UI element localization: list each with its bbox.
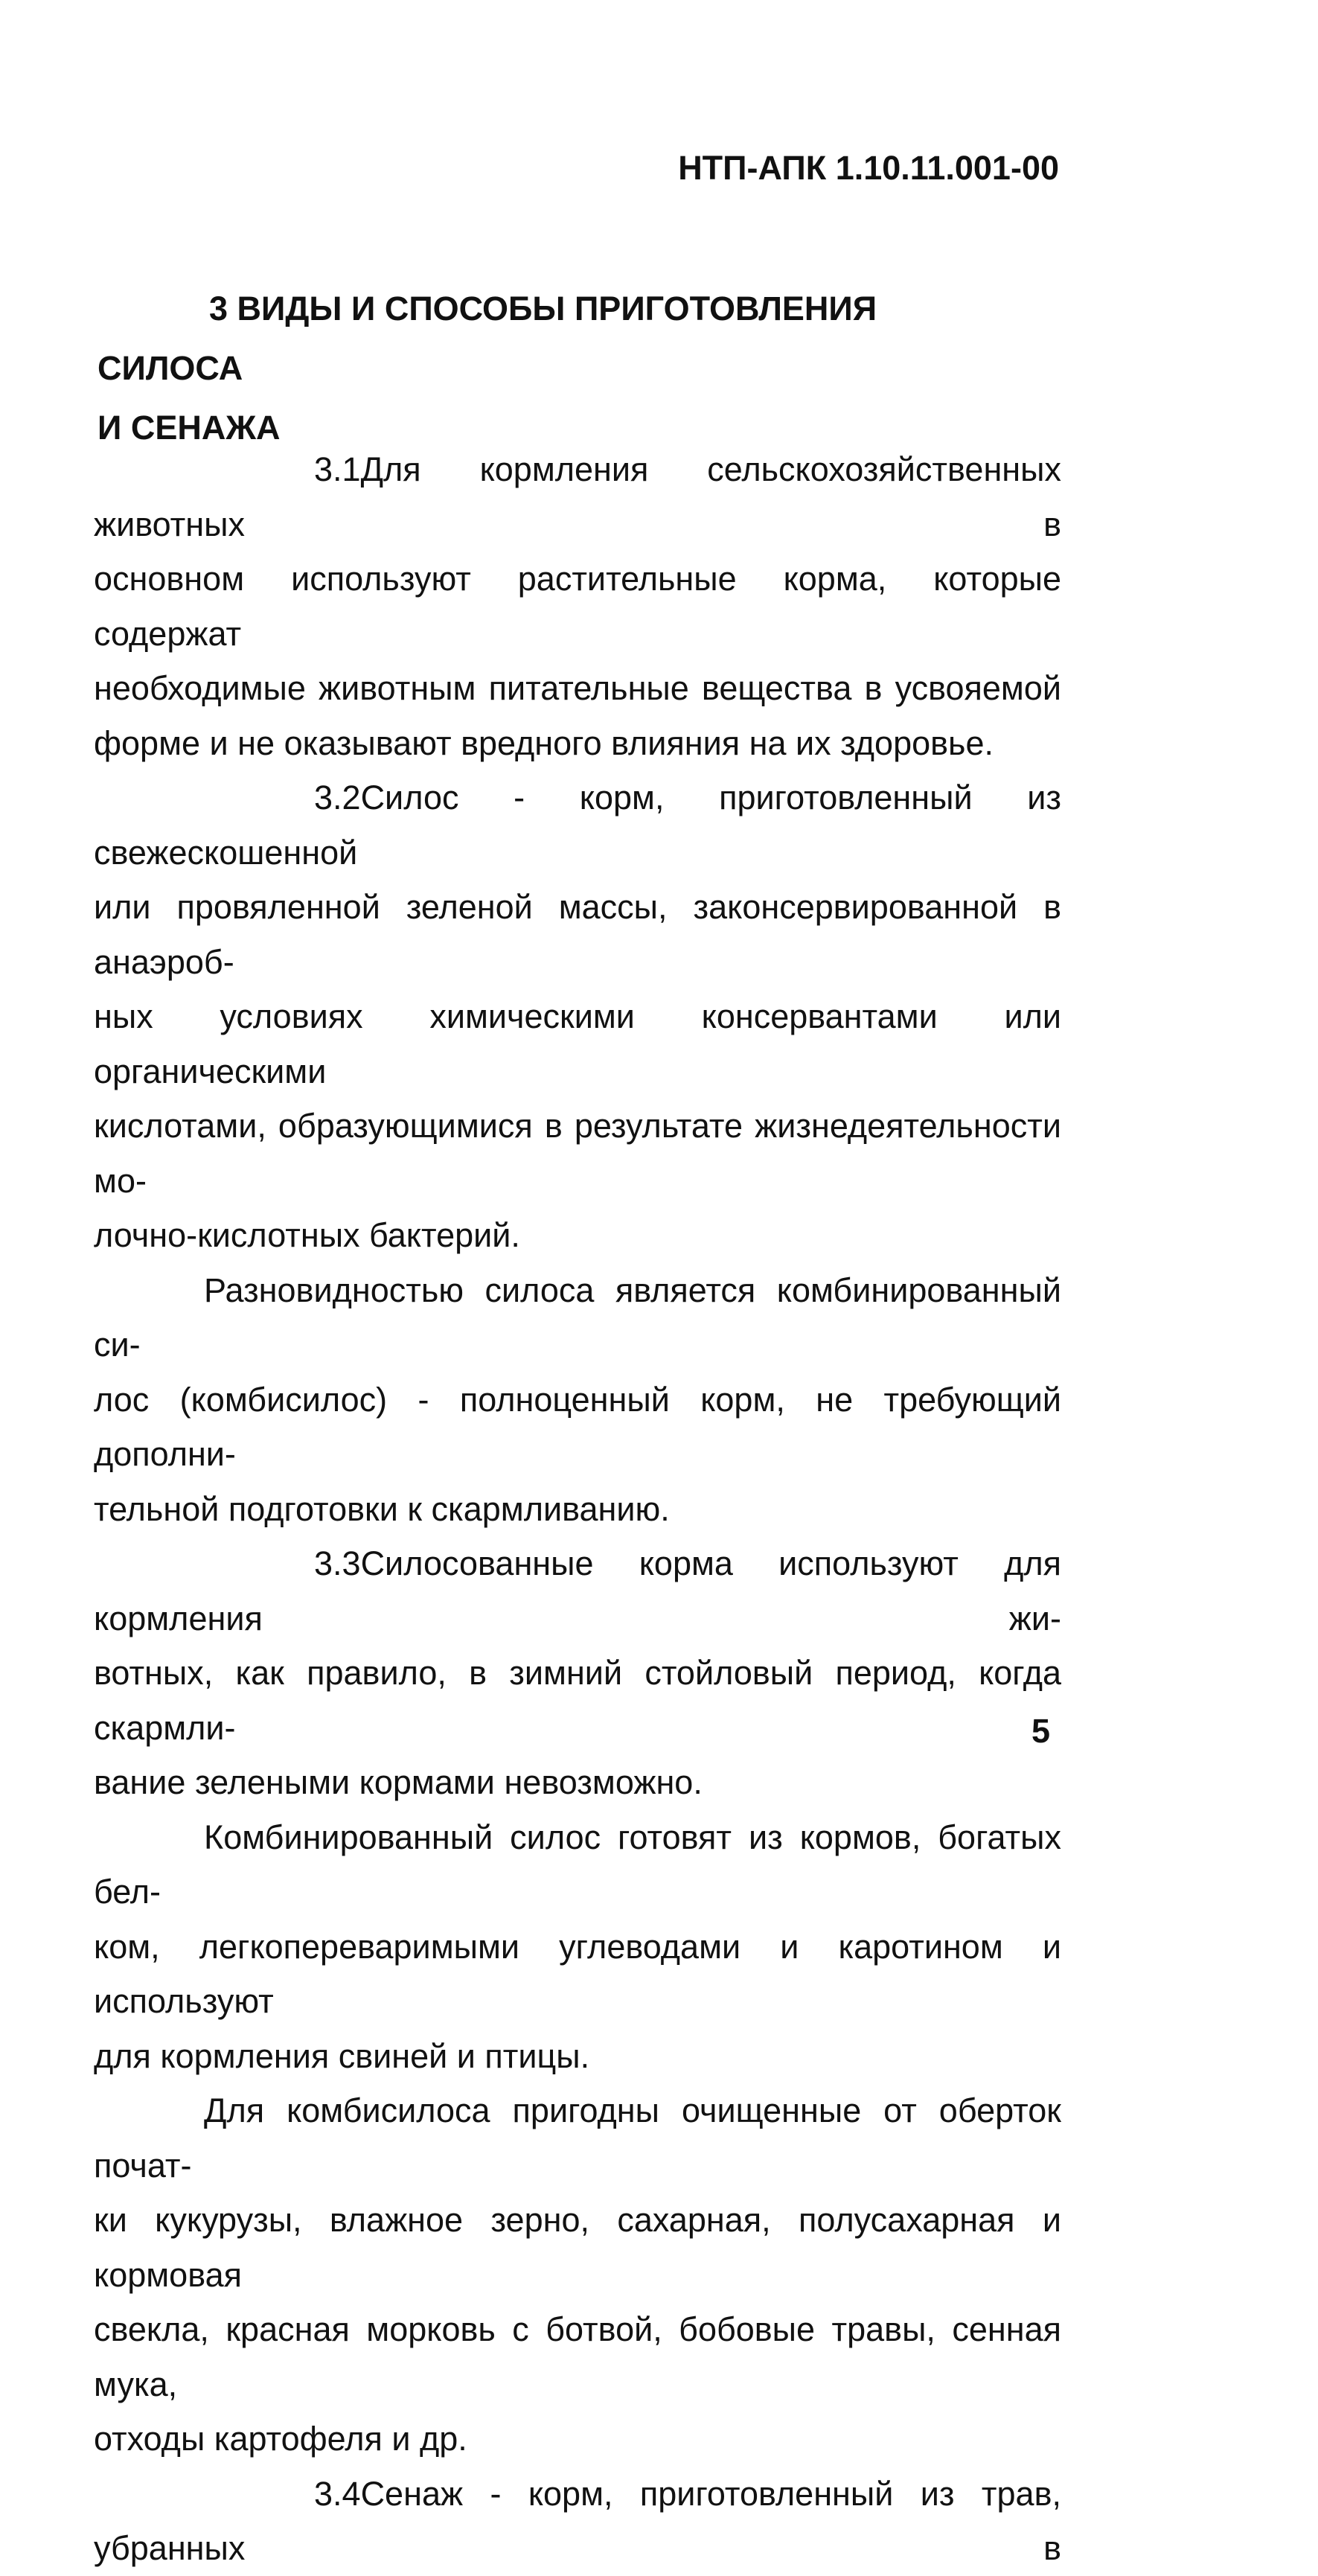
paragraph-suitable-line: Для комбисилоса пригодны очищенные от оберток почат-	[94, 2091, 1061, 2185]
paragraph-3-3-line: вотных, как правило, в зимний стойловый период, когда скармли-	[94, 1654, 1061, 1747]
paragraph-3-1-line: форме и не оказывают вредного влияния на их здоровье.	[94, 723, 994, 762]
paragraph-3-2-line: 3.2Силос - корм, приготовленный из свежескошенной	[94, 770, 1061, 880]
clause-number: 3.1	[314, 450, 361, 488]
clause-number: 3.3	[314, 1544, 361, 1582]
section-heading	[97, 279, 1020, 458]
clause-number: 3.4	[314, 2474, 361, 2513]
section-heading-line-1: 3 ВИДЫ И СПОСОБЫ ПРИГОТОВЛЕНИЯ СИЛОСА	[97, 290, 877, 387]
paragraph-3-2-line: лочно-кислотных бактерий.	[94, 1216, 520, 1254]
paragraph-combisilo-line: лос (комбисилос) - полноценный корм, не требующий дополни-	[94, 1380, 1061, 1473]
paragraph-3-2-line: ных условиях химическими консервантами или органическими	[94, 997, 1061, 1090]
paragraph-3-4-line: 3.4Сенаж - корм, приготовленный из трав, убранных в	[94, 2467, 1061, 2576]
paragraph-3-1-line: 3.1Для кормления сельскохозяйственных животных в	[94, 442, 1061, 552]
paragraph-suitable-line: свекла, красная морковь с ботвой, бобовые травы, сенная мука,	[94, 2310, 1061, 2403]
paragraph-3-2-line: кислотами, образующимися в результате жизнедеятельности мо-	[94, 1107, 1061, 1200]
paragraph-suitable-line: ки кукурузы, влажное зерно, сахарная, полусахарная и кормовая	[94, 2201, 1061, 2294]
paragraph-3-3-line: 3.3Силосованные корма используют для кормления жи-	[94, 1536, 1061, 1646]
clause-number: 3.2	[314, 779, 361, 816]
page-number: 5	[1031, 1712, 1050, 1750]
paragraph-combined-line: для кормления свиней и птицы.	[94, 2036, 590, 2075]
paragraph-combisilo-line: тельной подготовки к скармливанию.	[94, 1489, 670, 1528]
paragraph-suitable-line: отходы картофеля и др.	[94, 2420, 467, 2458]
paragraph-3-1-line: необходимые животным питательные вещества в усвояемой	[94, 669, 1061, 707]
section-heading-line-2: И СЕНАЖА	[97, 409, 281, 447]
paragraph-combined-line: Комбинированный силос готовят из кормов, богатых бел-	[94, 1818, 1061, 1911]
paragraph-3-2-line: или провяленной зеленой массы, законсервированной в анаэроб-	[94, 888, 1061, 981]
paragraph-3-1-line: основном используют растительные корма, которые содержат	[94, 560, 1061, 653]
paragraph-3-3-line: вание зелеными кормами невозможно.	[94, 1763, 703, 1801]
document-code: НТП-АПК 1.10.11.001-00	[678, 149, 1059, 187]
paragraph-combisilo-line: Разновидностью силоса является комбинированный си-	[94, 1271, 1061, 1364]
paragraph-combined-line: ком, легкопереваримыми углеводами и каротином и используют	[94, 1927, 1061, 2020]
body-text	[94, 442, 1061, 2576]
